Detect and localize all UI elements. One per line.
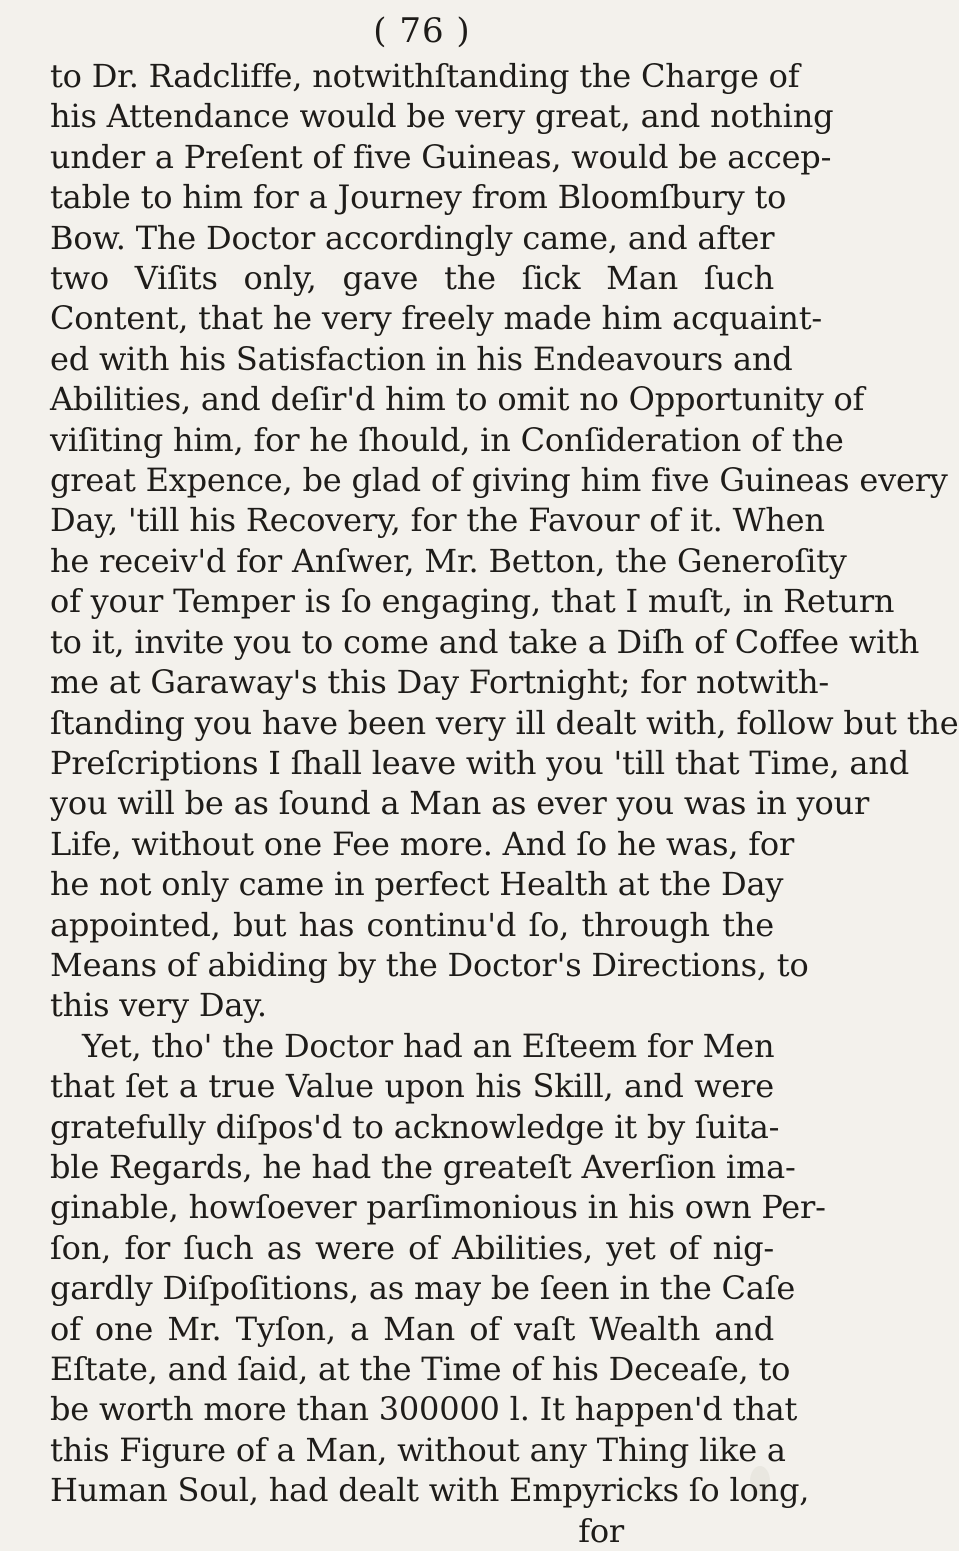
text-line: of your Temper is ſo engaging, that I muſt, in Return xyxy=(50,582,895,621)
text-line: table to him for a Journey from Bloomſbury to xyxy=(50,178,787,217)
text-line: ed with his Satisfaction in his Endeavours and xyxy=(50,339,793,378)
text-line: under a Preſent of five Guineas, would be accep- xyxy=(50,137,832,176)
text-line: Life, without one Fee more. And ſo he was, for xyxy=(50,824,795,863)
paper-stain xyxy=(750,1466,770,1496)
text-line: Abilities, and deſir'd him to omit no Opportunity of xyxy=(50,380,865,419)
text-line: appointed, but has continu'd ſo, through the xyxy=(50,905,774,944)
text-line: ſon, for ſuch as were of Abilities, yet of nig- xyxy=(50,1228,774,1267)
text-line: ginable, howſoever parſimonious in his own Per- xyxy=(50,1188,826,1227)
text-line: two Viſits only, gave the ſick Man ſuch xyxy=(50,259,774,298)
text-line: to it, invite you to come and take a Diſh of Coffee with xyxy=(50,622,920,661)
text-line: Human Soul, had dealt with Empyricks ſo long, xyxy=(50,1471,810,1510)
text-line: Yet, tho' the Doctor had an Eſteem for Men xyxy=(82,1026,775,1065)
text-line: this very Day. xyxy=(50,986,267,1025)
text-line: great Expence, be glad of giving him five Guineas every xyxy=(50,461,948,500)
text-line: Content, that he very freely made him acquaint- xyxy=(50,299,822,338)
text-line: me at Garaway's this Day Fortnight; for notwith- xyxy=(50,663,830,702)
text-line: he receiv'd for Anſwer, Mr. Betton, the Generoſity xyxy=(50,541,847,580)
text-line: of one Mr. Tyſon, a Man of vaſt Wealth and xyxy=(50,1309,774,1348)
text-line: to Dr. Radcliffe, notwithſtanding the Charge of xyxy=(50,57,800,95)
text-line: that ſet a true Value upon his Skill, and were xyxy=(50,1067,774,1106)
page-number: ( 76 ) xyxy=(373,11,471,51)
text-line: ſtanding you have been very ill dealt with, follow but the xyxy=(50,703,959,742)
text-line: Preſcriptions I ſhall leave with you 'till that Time, and xyxy=(50,743,910,782)
text-line: Bow. The Doctor accordingly came, and after xyxy=(50,218,775,257)
text-line: his Attendance would be very great, and nothing xyxy=(50,97,834,136)
text-line: Day, 'till his Recovery, for the Favour of it. When xyxy=(50,501,825,540)
text-line: Eſtate, and ſaid, at the Time of his Deceaſe, to xyxy=(50,1350,791,1388)
text-line: be worth more than 300000 l. It happen'd that xyxy=(50,1390,798,1429)
catchword: for xyxy=(578,1511,624,1550)
text-line: Means of abiding by the Doctor's Directions, to xyxy=(50,945,809,984)
text-line: you will be as ſound a Man as ever you was in your xyxy=(50,784,870,823)
text-line: gardly Diſpoſitions, as may be ſeen in the Caſe xyxy=(50,1269,796,1308)
text-line: gratefully diſpos'd to acknowledge it by ſuita- xyxy=(50,1107,780,1146)
text-line: viſiting him, for he ſhould, in Conſideration of the xyxy=(50,420,844,459)
text-line: this Figure of a Man, without any Thing like a xyxy=(50,1430,786,1469)
body-text xyxy=(50,56,959,1511)
text-line: ble Regards, he had the greateſt Averſion ima- xyxy=(50,1147,796,1186)
text-line: he not only came in perfect Health at the Day xyxy=(50,865,784,904)
